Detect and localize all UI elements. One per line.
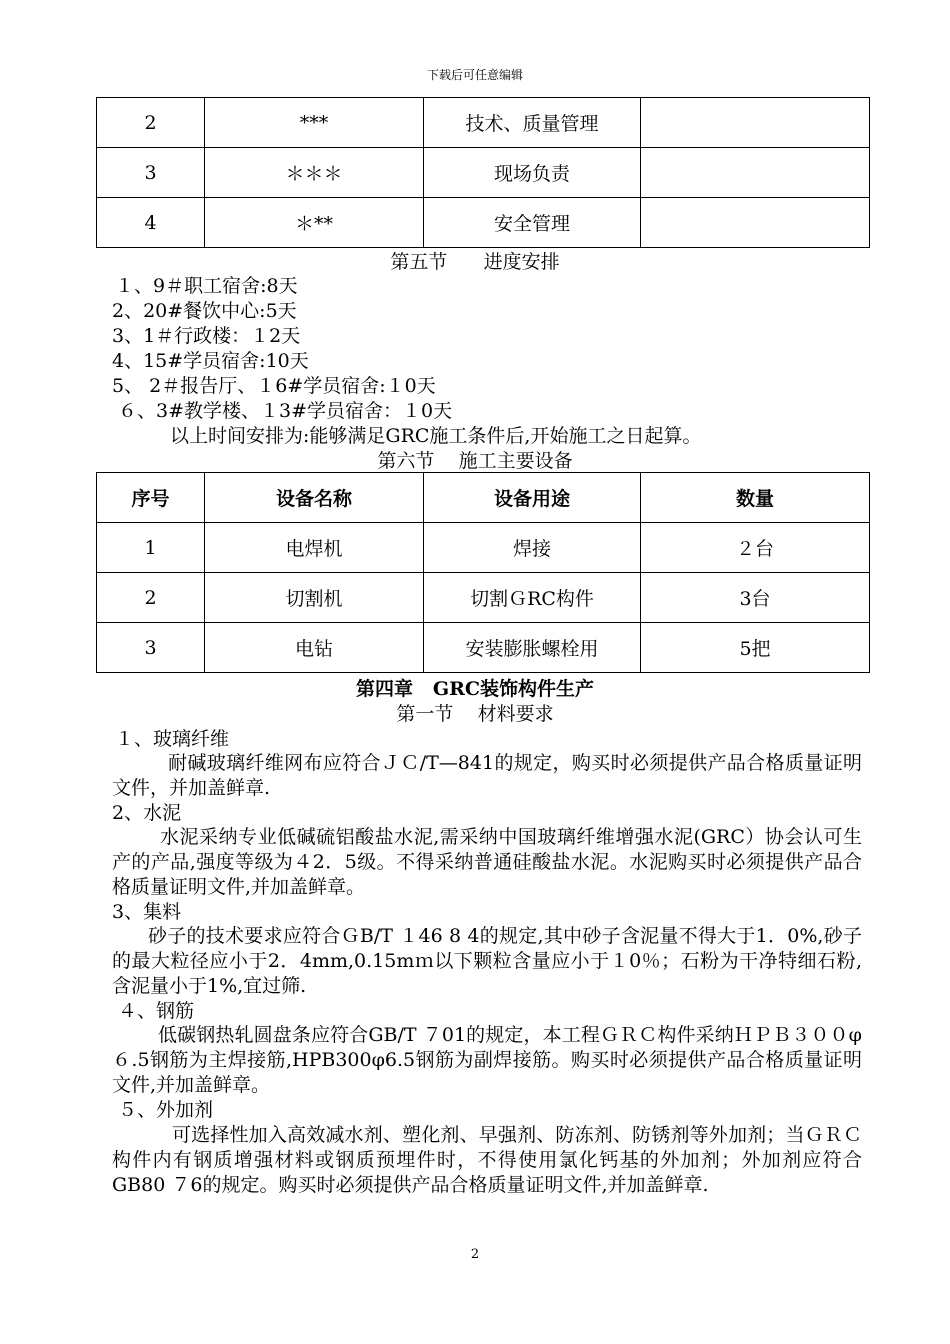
- schedule-item: 2、20#餐饮中心:5天: [112, 300, 297, 322]
- table-header-row: [97, 473, 870, 523]
- table-cell: ２台: [641, 523, 870, 573]
- table-cell: 技术、质量管理: [424, 98, 641, 148]
- schedule-item: １、9＃职工宿舍:8天: [115, 275, 298, 297]
- table-cell: 电钻: [205, 623, 424, 673]
- table-cell: 3台: [641, 573, 870, 623]
- page-header: 下载后可任意编辑: [426, 68, 523, 82]
- table-row: [97, 98, 870, 148]
- table-cell: 1: [97, 523, 205, 573]
- table-row: [97, 523, 870, 573]
- table-cell: 2: [97, 573, 205, 623]
- staff-table: [96, 97, 870, 248]
- schedule-note: 以上时间安排为:能够满足GRC施工条件后,开始施工之日起算。: [170, 425, 702, 447]
- schedule-item: 5、 2＃报告厅、１6#学员宿舍:１0天: [112, 375, 436, 397]
- table-cell: 2: [97, 98, 205, 148]
- material-body: 可选择性加入高效减水剂、塑化剂、早强剂、防冻剂、防锈剂等外加剂；当ＧＲＣ构件内有钢质增强材料或钢质预埋件时，不得使用氯化钙基的外加剂；外加剂应符合GB80 ７6的规定。购买时必须提供产品合格质量证明文件,并加盖鲜章.: [112, 1124, 862, 1196]
- table-cell: ＊**: [205, 198, 424, 248]
- column-header: 设备用途: [424, 473, 641, 523]
- table-cell: 安装膨胀螺栓用: [424, 623, 641, 673]
- material-body: 砂子的技术要求应符合ＧB/T １46 8 4的规定,其中砂子含泥量不得大于1．0%,砂子的最大粒径应小于2．4mm,0.15mｍ以下颗粒含量应小于１0％；石粉为干净特细石粉,含泥量小于1%,宜过筛.: [112, 925, 862, 997]
- equipment-table: [96, 472, 870, 673]
- section-1-title: 第一节 材料要求: [396, 703, 554, 725]
- table-row: [97, 148, 870, 198]
- material-body: 低碳钢热轧圆盘条应符合GB/T ７01的规定，本工程ＧＲＣ构件采纳ＨＰＢ３００φ６.5钢筋为主焊接筋,HPB300φ6.5钢筋为副焊接筋。购买时必须提供产品合格质量证明文件,并加盖鲜章。: [112, 1024, 862, 1096]
- page-number: 2: [470, 1247, 480, 1262]
- table-cell: 安全管理: [424, 198, 641, 248]
- material-heading: ５、外加剂: [118, 1099, 214, 1121]
- table-cell: 切割机: [205, 573, 424, 623]
- table-cell: ***: [205, 98, 424, 148]
- table-row: [97, 198, 870, 248]
- table-cell: 焊接: [424, 523, 641, 573]
- material-heading: 3、集料: [112, 901, 182, 923]
- table-row: [97, 573, 870, 623]
- table-cell: [641, 198, 870, 248]
- table-cell: 电焊机: [205, 523, 424, 573]
- schedule-item: 3、1＃行政楼：１2天: [112, 325, 301, 347]
- chapter-4-title: 第四章 GRC装饰构件生产: [356, 678, 594, 700]
- column-header: 序号: [97, 473, 205, 523]
- table-cell: 切割ＧRC构件: [424, 573, 641, 623]
- table-cell: ＊＊＊: [205, 148, 424, 198]
- material-body: 耐碱玻璃纤维网布应符合ＪＣ/T—841的规定，购买时必须提供产品合格质量证明文件，并加盖鲜章.: [112, 752, 862, 799]
- table-cell: [641, 148, 870, 198]
- material-heading: １、玻璃纤维: [115, 728, 230, 750]
- schedule-item: 4、15#学员宿舍:10天: [112, 350, 309, 372]
- table-row: [97, 623, 870, 673]
- table-cell: [641, 98, 870, 148]
- table-cell: 3: [97, 148, 205, 198]
- table-cell: 3: [97, 623, 205, 673]
- material-body: 水泥采纳专业低碱硫铝酸盐水泥,需采纳中国玻璃纤维增强水泥(GRC）协会认可生产的产品,强度等级为４2．5级。不得采纳普通硅酸盐水泥。水泥购买时必须提供产品合格质量证明文件,并加盖鲜章。: [112, 826, 862, 898]
- schedule-item: ６、3#教学楼、１3#学员宿舍：１0天: [118, 400, 453, 422]
- column-header: 设备名称: [205, 473, 424, 523]
- table-cell: 4: [97, 198, 205, 248]
- section-6-title: 第六节 施工主要设备: [377, 450, 573, 472]
- column-header: 数量: [641, 473, 870, 523]
- section-5-title: 第五节 进度安排: [390, 251, 560, 273]
- material-heading: 2、水泥: [112, 802, 182, 824]
- table-cell: 现场负责: [424, 148, 641, 198]
- material-heading: ４、钢筋: [118, 1000, 195, 1022]
- table-cell: 5把: [641, 623, 870, 673]
